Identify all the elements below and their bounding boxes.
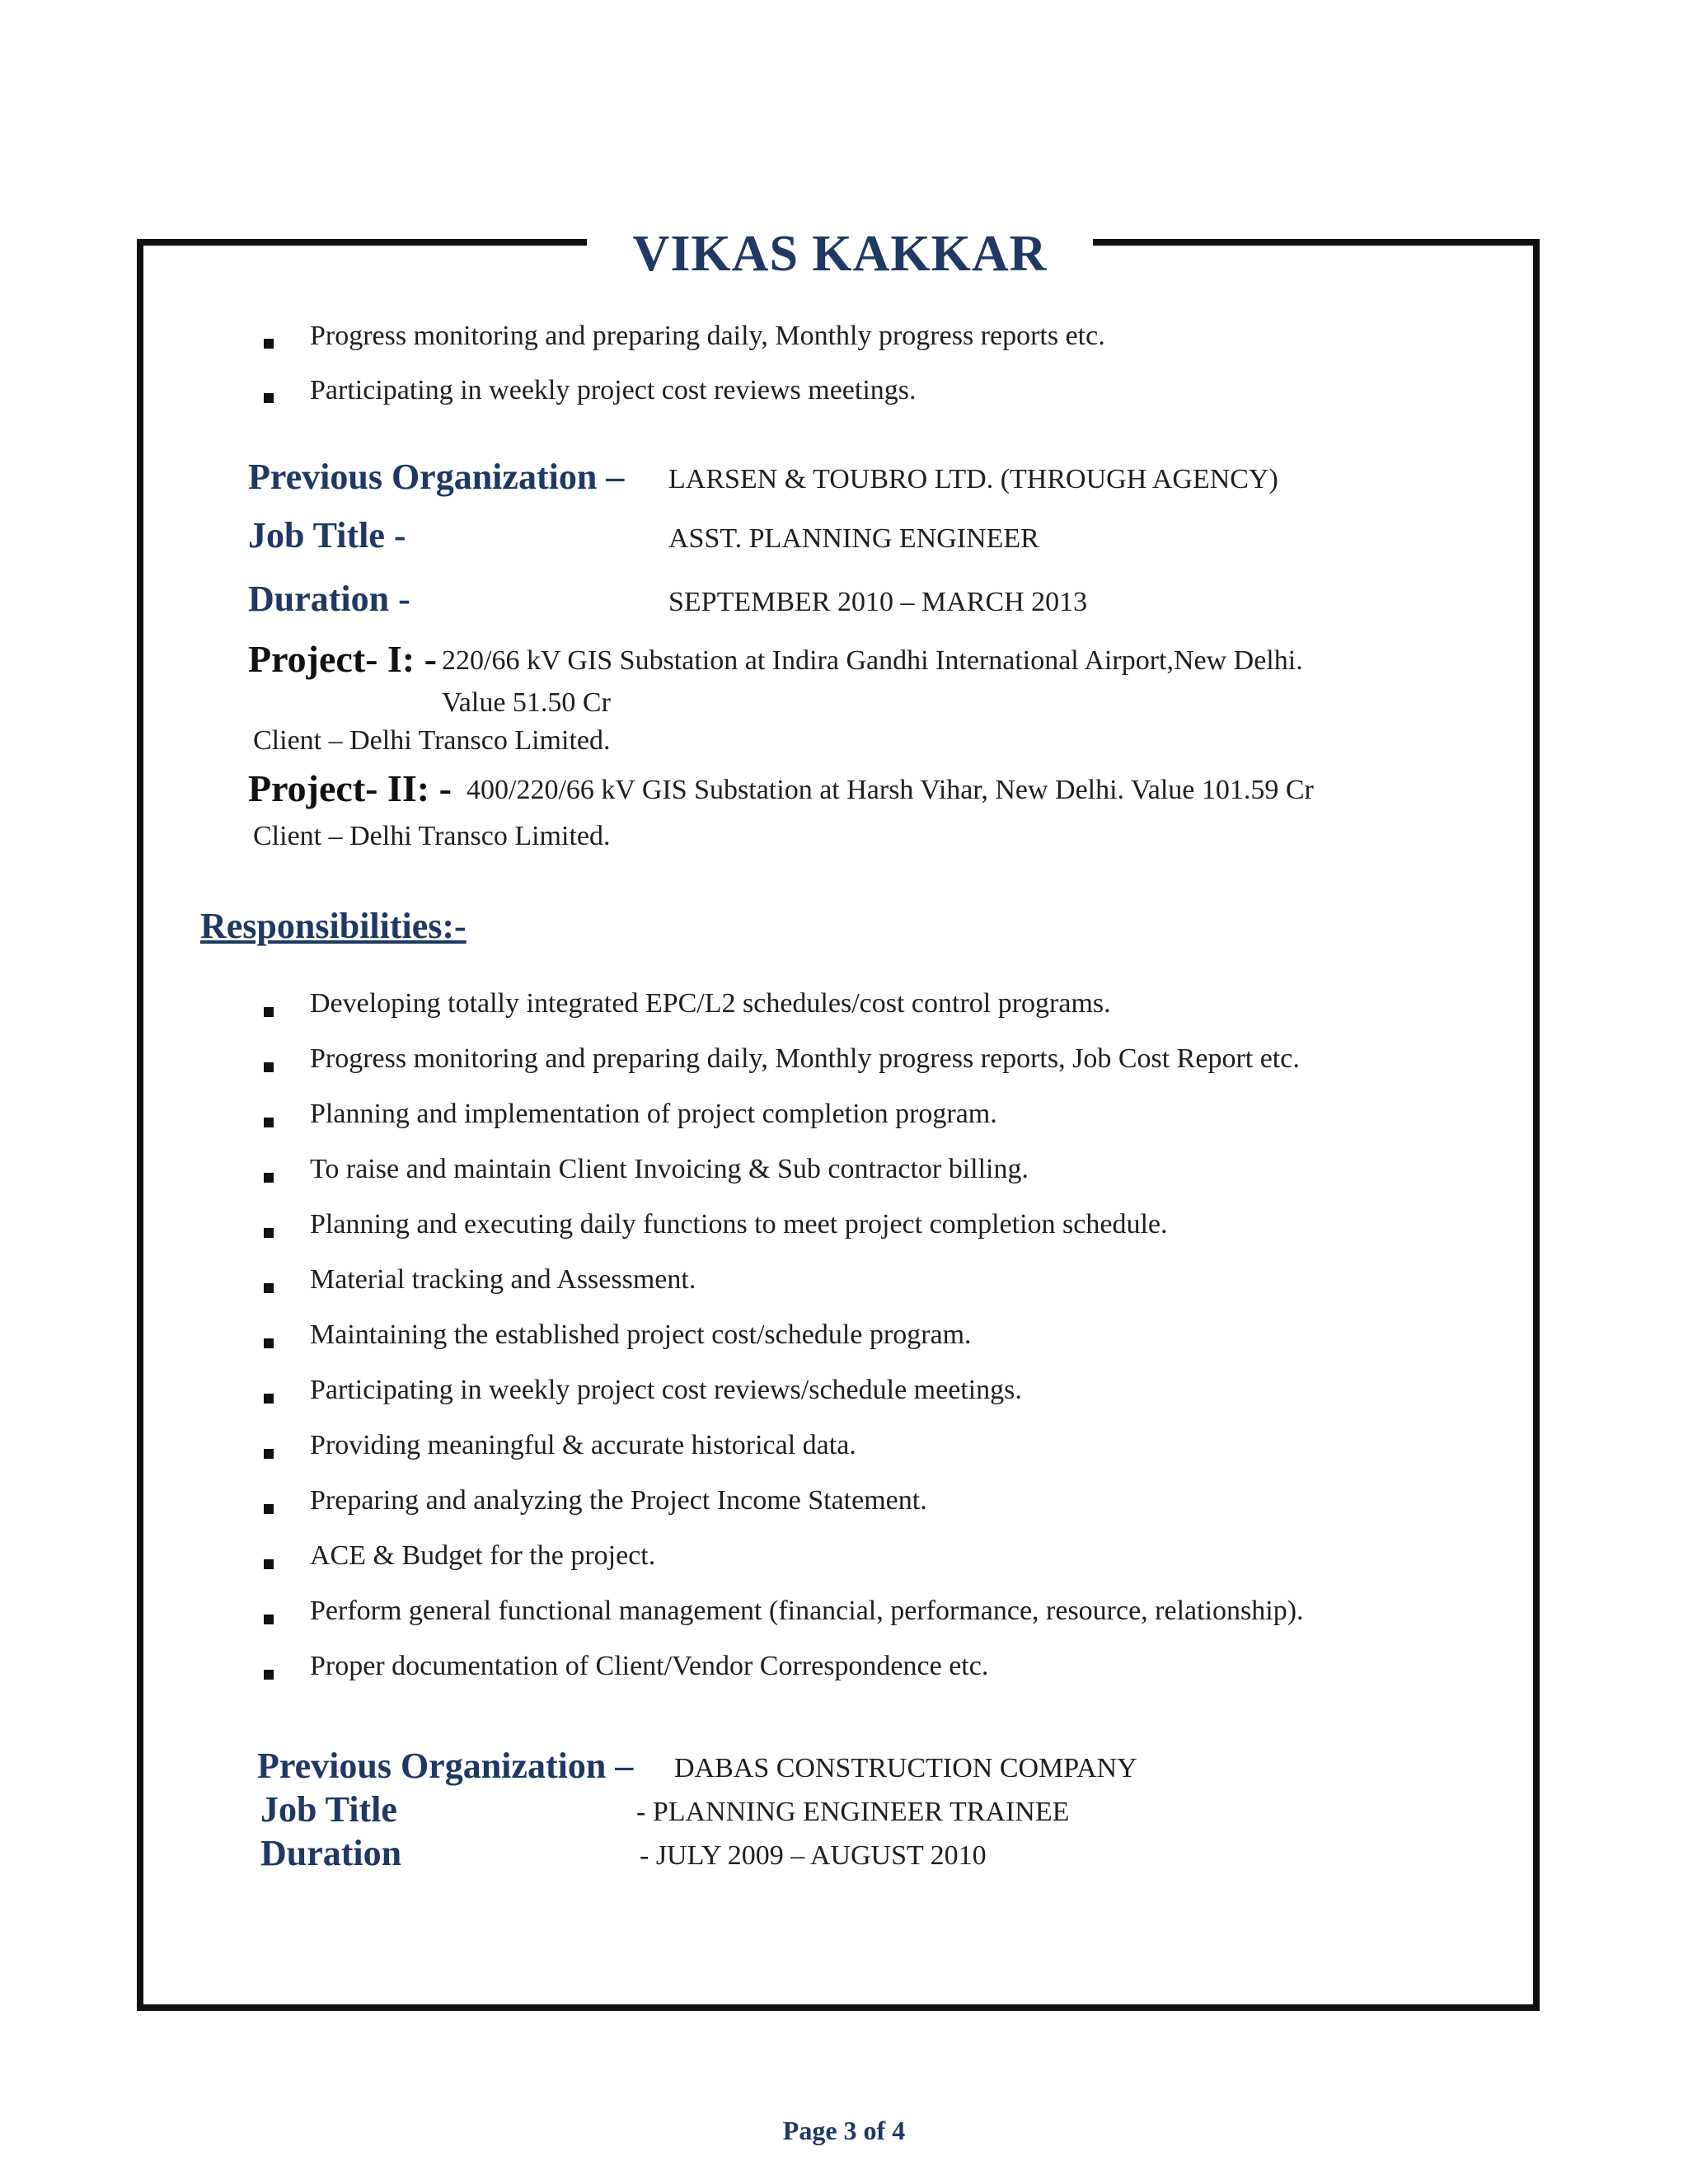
list-item: Perform general functional management (financial, performance, resource, relationship).	[264, 1591, 1304, 1647]
list-item: To raise and maintain Client Invoicing & Sub contractor billing.	[264, 1150, 1304, 1205]
bullet-square-icon	[264, 1670, 274, 1680]
list-item: Planning and implementation of project completion program.	[264, 1094, 1304, 1150]
bullet-square-icon	[264, 1338, 274, 1348]
bullet-square-icon	[264, 1559, 274, 1569]
bullet-square-icon	[264, 1504, 274, 1514]
responsibilities-heading: Responsibilities:-	[200, 906, 467, 946]
org2-org-label: Previous Organization –	[257, 1746, 634, 1786]
org1-org-value: LARSEN & TOUBRO LTD. (THROUGH AGENCY)	[668, 464, 1278, 494]
org1-title-value: ASST. PLANNING ENGINEER	[668, 523, 1039, 554]
bullet-square-icon	[264, 1394, 274, 1404]
org2-org-value: DABAS CONSTRUCTION COMPANY	[674, 1753, 1137, 1783]
org1-title-label: Job Title -	[248, 515, 406, 555]
list-item: Developing totally integrated EPC/L2 schedules/cost control programs.	[264, 984, 1304, 1039]
org2-duration-value: - JULY 2009 – AUGUST 2010	[640, 1840, 987, 1871]
project-2-description: 400/220/66 kV GIS Substation at Harsh Vihar, New Delhi. Value 101.59 Cr	[467, 775, 1314, 805]
list-item: Planning and executing daily functions to meet project completion schedule.	[264, 1205, 1304, 1260]
list-item: Material tracking and Assessment.	[264, 1260, 1304, 1315]
resume-name: VIKAS KAKKAR	[632, 226, 1048, 282]
project-1-description: 220/66 kV GIS Substation at Indira Gandhi International Airport,New Delhi.	[442, 645, 1303, 676]
bullet-square-icon	[264, 1228, 274, 1238]
org2-duration-label: Duration	[260, 1833, 402, 1873]
org1-duration-value: SEPTEMBER 2010 – MARCH 2013	[668, 587, 1088, 617]
bullet-square-icon	[264, 393, 274, 403]
org2-title-value: - PLANNING ENGINEER TRAINEE	[636, 1797, 1070, 1827]
bullet-square-icon	[264, 1615, 274, 1624]
project-2-label: Project- II: -	[248, 767, 452, 809]
list-item: Maintaining the established project cost/schedule program.	[264, 1315, 1304, 1371]
project-1-client: Client – Delhi Transco Limited.	[253, 725, 611, 756]
org1-org-label: Previous Organization –	[248, 457, 625, 497]
bullet-square-icon	[264, 1062, 274, 1072]
project-1-label: Project- I: -	[248, 638, 438, 680]
page-number: Page 3 of 4	[782, 2116, 906, 2145]
bullet-square-icon	[264, 1449, 274, 1459]
list-item: Participating in weekly project cost reviews/schedule meetings.	[264, 1371, 1304, 1426]
list-item: Progress monitoring and preparing daily, Monthly progress reports, Job Cost Report etc.	[264, 1039, 1304, 1094]
project-2-client: Client – Delhi Transco Limited.	[253, 821, 611, 851]
bullet-square-icon	[264, 1007, 274, 1017]
org2-title-label: Job Title	[260, 1789, 397, 1830]
responsibilities-list	[264, 984, 1304, 1702]
list-item: Preparing and analyzing the Project Income Statement.	[264, 1481, 1304, 1536]
list-item: Progress monitoring and preparing daily, Monthly progress reports etc.	[264, 316, 1105, 371]
bullet-square-icon	[264, 1283, 274, 1293]
bullet-square-icon	[264, 339, 274, 349]
bullet-square-icon	[264, 1118, 274, 1127]
top-bullet-list	[264, 316, 1105, 425]
org1-duration-label: Duration -	[248, 579, 410, 619]
list-item: ACE & Budget for the project.	[264, 1536, 1304, 1591]
list-item: Proper documentation of Client/Vendor Correspondence etc.	[264, 1647, 1304, 1702]
list-item: Participating in weekly project cost reviews meetings.	[264, 371, 1105, 425]
bullet-square-icon	[264, 1173, 274, 1183]
list-item: Providing meaningful & accurate historical data.	[264, 1426, 1304, 1481]
project-1-value: Value 51.50 Cr	[442, 687, 611, 718]
